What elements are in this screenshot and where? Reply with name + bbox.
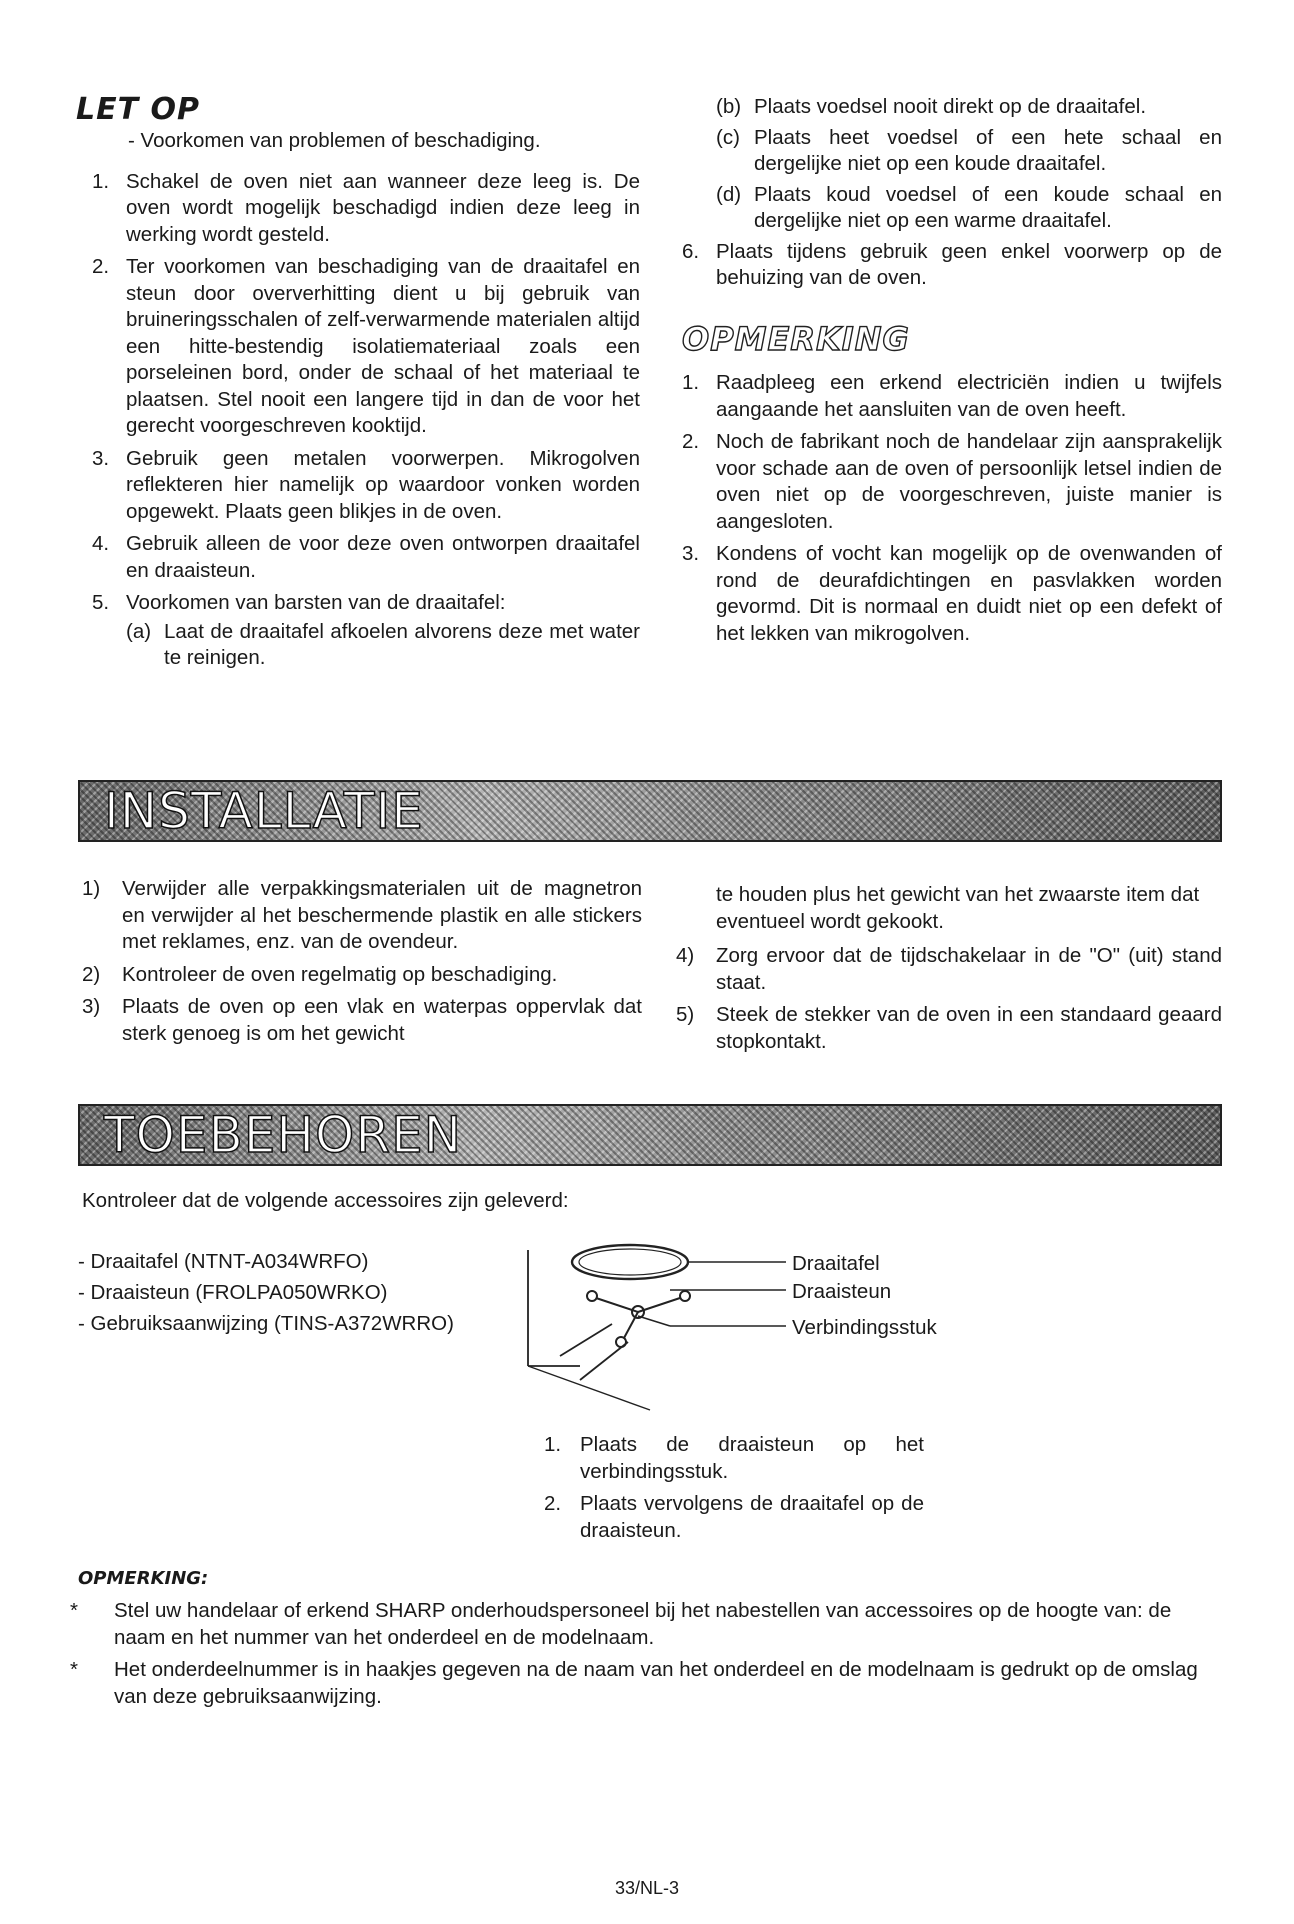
opmerking-heading: OPMERKING: [682, 319, 910, 358]
page-number: 33/NL-3: [614, 1878, 680, 1898]
let-op-heading: LET OP: [76, 92, 201, 127]
sub-item: (c) Plaats heet voedsel of een hete schaal en dergelijke niet op een koude draaitafel.: [716, 125, 1222, 175]
list-item: 2) Kontroleer de oven regelmatig op beschadiging.: [82, 962, 558, 986]
list-item: 2. Plaats vervolgens de draaitafel op de draaisteun.: [544, 1492, 924, 1542]
installation-steps: [544, 1432, 924, 1550]
list-item: 5. Voorkomen van barsten van de draaitafel:: [92, 591, 506, 614]
list-item: 4) Zorg ervoor dat de tijdschakelaar in de "O" (uit) stand staat.: [676, 944, 1222, 994]
list-item: 5) Steek de stekker van de oven in een standaard geaard stopkontakt.: [676, 1003, 1222, 1053]
item3-continuation: te houden plus het gewicht van het zwaarste item dat eventueel wordt gekookt.: [716, 883, 1200, 933]
list-item: 1. Raadpleeg een erkend electriciën indien u twijfels aangaande het aansluiten van de oven heeft.: [682, 371, 1222, 421]
list-item: 2. Noch de fabrikant noch de handelaar zijn aansprakelijk voor schade aan de oven of persoonlijk letsel indien de oven niet op de voorgeschreven, juiste manier is aangesloten.: [682, 430, 1222, 533]
label-draaitafel: Draaitafel: [792, 1252, 880, 1275]
list-item: - Gebruiksaanwijzing (TINS-A372WRRO): [78, 1312, 454, 1335]
accessory-list: [78, 1248, 538, 1341]
installatie-banner: [78, 780, 1222, 842]
toebehoren-banner: [78, 1104, 1222, 1166]
turntable-diagram: [520, 1228, 790, 1448]
toebehoren-title: TOEBEHOREN: [104, 1106, 463, 1164]
list-item: 6. Plaats tijdens gebruik geen enkel voorwerp op de behuizing van de oven.: [682, 239, 1222, 289]
note-item: * Het onderdeelnummer is in haakjes gegeven na de naam van het onderdeel en de modelnaam is gedrukt op de omslag van deze gebruiksaanwijzing.: [70, 1658, 1198, 1708]
installatie-right-column: [676, 882, 1222, 1061]
note-item: * Stel uw handelaar of erkend SHARP onderhoudspersoneel bij het nabestellen van accessoires op de hoogte van: de naam en het nummer van het onderdeel en de modelnaam.: [70, 1599, 1172, 1649]
turntable-plate-icon: [572, 1245, 688, 1279]
label-verbindingsstuk: Verbindingsstuk: [792, 1316, 937, 1339]
let-op-left-column: [92, 128, 640, 676]
opmerking2-heading: OPMERKING:: [78, 1568, 209, 1589]
list-item: 3) Plaats de oven op een vlak en waterpas oppervlak dat sterk genoeg is om het gewicht: [82, 995, 642, 1045]
list-item: 1. Plaats de draaisteun op het verbindingsstuk.: [544, 1433, 924, 1483]
coupler-icon: [560, 1324, 628, 1380]
let-op-right-column: [682, 94, 1222, 653]
installatie-left-column: [82, 876, 642, 1053]
list-item: - Draaisteun (FROLPA050WRKO): [78, 1281, 388, 1304]
sub-item: (a) Laat de draaitafel afkoelen alvorens deze met water te reinigen.: [126, 619, 640, 669]
label-draaisteun: Draaisteun: [792, 1280, 892, 1303]
roller-support-icon: [587, 1291, 690, 1347]
list-item: 3. Kondens of vocht kan mogelijk op de ovenwanden of rond de deurafdichtingen en pasvlakken worden gevormd. Dit is normaal en duidt niet op een defekt of het lekken van mikrogolven.: [682, 542, 1222, 645]
list-item: 4. Gebruik alleen de voor deze oven ontworpen draaitafel en draaisteun.: [92, 532, 640, 582]
list-item: 1) Verwijder alle verpakkingsmaterialen uit de magnetron en verwijder al het beschermende plastik en alle stickers met reklames, enz. van de ovendeur.: [82, 877, 642, 953]
let-op-subtitle: - Voorkomen van problemen of beschadiging.: [128, 129, 541, 152]
installatie-title: INSTALLATIE: [104, 782, 424, 840]
opmerking2-notes: [70, 1598, 1222, 1716]
list-item: 2. Ter voorkomen van beschadiging van de draaitafel en steun door oververhitting dient u bij gebruik van bruineringsschalen of zelf-verwarmende materialen altijd een hitte-bestendig isolatiemateriaal zoals een porseleinen bord, onder de schaal of het materiaal te plaatsen. Stel nooit een langere tijd in dan de voor het gerecht voorgeschreven kooktijd.: [92, 255, 640, 437]
list-item: 1. Schakel de oven niet aan wanneer deze leeg is. De oven wordt mogelijk beschadigd indien deze leeg in werking wordt gesteld.: [92, 169, 640, 246]
list-item: 3. Gebruik geen metalen voorwerpen. Mikrogolven reflekteren hier namelijk op waardoor vonken worden opgewekt. Plaats geen blikjes in de oven.: [92, 446, 640, 523]
sub-item: (b) Plaats voedsel nooit direkt op de draaitafel.: [716, 95, 1147, 118]
list-item: - Draaitafel (NTNT-A034WRFO): [78, 1250, 369, 1273]
toebehoren-intro: Kontroleer dat de volgende accessoires zijn geleverd:: [82, 1189, 569, 1212]
sub-item: (d) Plaats koud voedsel of een koude schaal en dergelijke niet op een warme draaitafel.: [716, 182, 1222, 232]
